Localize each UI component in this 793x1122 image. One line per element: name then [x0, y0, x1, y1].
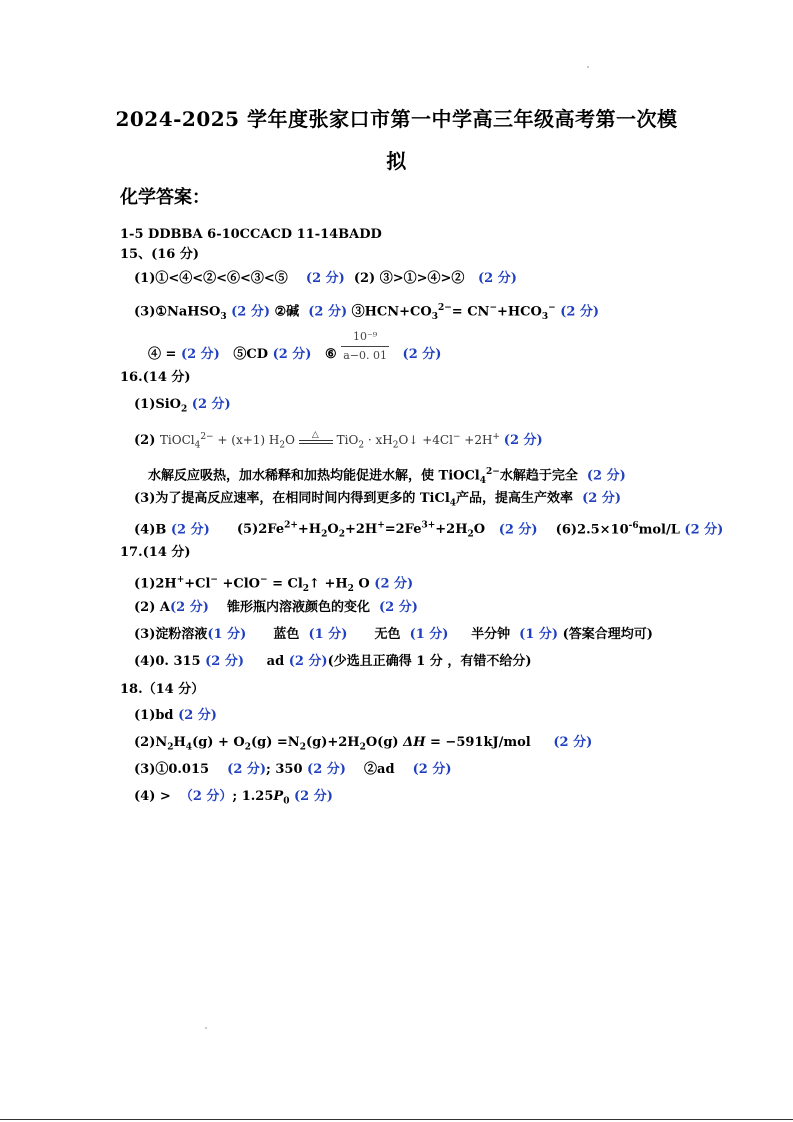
q16-4-points: (2 分): [170, 522, 210, 538]
q17-1-clo: +ClO: [217, 576, 260, 592]
q18-heading: 18.（14 分）: [120, 682, 205, 697]
eq-product: TiO: [336, 433, 359, 447]
eq-product-sub: 2: [358, 440, 365, 451]
q16-heading: 16.(14 分): [120, 370, 191, 385]
q15-3c-sub: 3: [431, 311, 438, 322]
q17-line4: [134, 653, 532, 671]
q15-6-fraction: [341, 328, 389, 365]
q18-2-enthalpy-value: = −591kJ/mol: [425, 735, 531, 750]
eq-water: + (x+1) H: [213, 433, 280, 447]
q17-5-answer: ad: [266, 654, 285, 669]
q18-3c-points: (2 分): [412, 762, 452, 777]
q18-1-points: (2 分): [178, 708, 217, 723]
q17-1-h2o-o: O: [353, 576, 370, 592]
q15-2-points: (2 分): [478, 271, 517, 286]
q17-heading: 17.(14 分): [120, 545, 191, 560]
q15-3c-answer: ③HCN+CO: [351, 304, 432, 320]
eq-product-ions: O↓ +4Cl: [398, 433, 453, 447]
q17-1-cl2-sub: 2: [302, 583, 310, 594]
q16-1-sub: 2: [181, 404, 188, 415]
q16-2-explanation-sup: 2−: [486, 467, 500, 477]
q16-3-answer: (3)为了提高反应速率，在相同时间内得到更多的 TiCl: [134, 491, 450, 506]
q16-5-h2o: +2H: [435, 522, 468, 538]
q17-3-note: (答案合理均可): [562, 627, 653, 642]
q15-3a-points: (2 分): [231, 304, 270, 320]
q18-2-o2: (g) + O: [192, 735, 245, 750]
q18-line4: [134, 788, 333, 811]
q16-5-fe: (5)2Fe: [236, 522, 285, 538]
fraction-denominator: a−0. 01: [343, 349, 387, 362]
page-bottom-rule: [0, 1119, 793, 1120]
q16-line2: [134, 428, 543, 454]
q15-4-answer: ④ =: [148, 347, 181, 362]
q15-3c-part3: +HCO: [497, 304, 542, 320]
q15-1-points: (2 分): [305, 271, 345, 286]
q18-3b-points: (2 分): [307, 762, 346, 777]
q15-heading: 15、(16 分): [120, 247, 200, 262]
q16-4-answer: (4)B: [134, 522, 167, 538]
q16-5-2h-sup: +: [377, 521, 385, 531]
q15-1-answer: (1)①<④<②<⑥<③<⑤: [134, 271, 288, 286]
q18-3c-answer: ②ad: [364, 762, 395, 777]
q16-5-points: (2 分): [498, 522, 538, 538]
q16-5-answer: [236, 521, 486, 540]
eq-reactant: TiOCl: [159, 433, 195, 447]
q17-3-indicator: (3)淀粉溶液: [134, 627, 208, 642]
q17-1-answer: (1)2H: [134, 576, 177, 592]
q18-3a-answer: (3)①0.015: [134, 762, 210, 777]
q17-1-points: (2 分): [374, 576, 414, 592]
q15-line1: [134, 270, 517, 288]
q15-3b-points: (2 分): [308, 304, 348, 320]
q15-4-points: (2 分): [180, 347, 220, 362]
q16-5-fe3: =2Fe: [384, 522, 422, 538]
q16-2-explanation: 水解反应吸热，加水稀释和加热均能促进水解，使 TiOCl: [148, 468, 480, 484]
eq-water-sub: 2: [279, 440, 286, 451]
q18-4b-points: (2 分): [293, 789, 333, 804]
q16-5-h-sub: 2: [321, 529, 328, 540]
q18-2-n2: (g) =N: [251, 735, 300, 750]
q18-2-h2o: (g)+2H: [305, 735, 360, 750]
q16-3-sub: 4: [449, 498, 457, 509]
q16-5-h2o-o: O: [473, 522, 486, 538]
q15-3c-part3-sup: −: [548, 303, 556, 313]
q17-line2: [134, 599, 418, 617]
scan-speck: [205, 1027, 207, 1029]
q17-2-observation: 锥形瓶内溶液颜色的变化: [226, 600, 370, 615]
q15-3c-part3-sub: 3: [541, 311, 549, 322]
mc-answers: 1-5 DDBBA 6-10CCACD 11-14BADD: [120, 227, 382, 242]
q16-6-points: (2 分): [684, 522, 724, 538]
q18-2-o2-sub: 2: [244, 742, 251, 753]
q16-2-explanation-tail: 水解趋于完全: [499, 468, 578, 484]
q18-1-answer: (1)bd: [134, 708, 174, 723]
q18-2-enthalpy-symbol: ΔH: [403, 735, 426, 750]
q18-4b-answer: ; 1.25: [232, 789, 274, 804]
q17-5-points: (2 分): [288, 654, 328, 669]
q15-3c-points: (2 分): [560, 304, 600, 320]
q15-5-points: (2 分): [272, 347, 312, 362]
q18-4b-pressure-symbol: P: [273, 789, 284, 804]
q18-2-h2o-o: O(g): [365, 735, 404, 750]
q17-2-observation-points: (2 分): [379, 600, 418, 615]
q16-6-sup: -6: [628, 521, 639, 531]
q16-2-prefix: (2): [134, 433, 156, 448]
q16-line1: [134, 396, 231, 419]
q17-1-h2o: ↑ +H: [309, 576, 348, 592]
q15-3a-answer: (3)①NaHSO: [134, 304, 221, 320]
q16-2-explanation-points: (2 分): [586, 468, 626, 484]
q17-4-points: (2 分): [205, 654, 244, 669]
q16-2-equation: [159, 429, 504, 451]
q15-line3: [148, 330, 442, 373]
page-title-line1: 2024-2025 学年度张家口市第一中学高三年级高考第一次模: [115, 107, 678, 131]
eq-reactant-sup: 2−: [200, 432, 214, 442]
q16-6-unit: mol/L: [638, 522, 680, 538]
eq-product-hydrate-sub: 2: [392, 440, 399, 451]
q17-3-color-before: 蓝色: [273, 627, 300, 642]
q17-4-answer: (4)0. 315: [134, 654, 201, 669]
q18-4a-answer: (4) >: [134, 789, 171, 804]
q18-line2: [134, 734, 592, 757]
q15-6-answer: ⑥: [325, 347, 337, 362]
scan-speck: [587, 66, 589, 68]
q15-3c-sup: 2−: [437, 303, 452, 313]
q16-5-fe3-sup: 3+: [421, 521, 436, 531]
q16-3-answer-tail: 产品，提高生产效率: [456, 491, 574, 506]
heat-condition-arrow: [299, 429, 333, 444]
q16-5-o-sub: 2: [338, 529, 345, 540]
q16-1-answer: (1)SiO: [134, 397, 181, 412]
q17-3-duration: 半分钟: [471, 627, 511, 642]
q17-1-sup1: +: [176, 575, 185, 585]
q17-3-indicator-points: (1 分): [207, 627, 247, 642]
q16-1-points: (2 分): [191, 397, 231, 412]
q15-3b-answer: ②碱: [274, 304, 300, 320]
eq-product-h: +2H: [460, 433, 493, 447]
eq-product-h-sup: +: [492, 432, 500, 442]
eq-reactant-sub: 4: [194, 440, 201, 451]
q15-6-points: (2 分): [402, 347, 442, 362]
q18-3a-points: (2 分): [227, 762, 267, 777]
q15-3c-part2: = CN: [451, 304, 490, 320]
q18-4b-pressure-sub: 0: [283, 796, 290, 807]
q15-3c-part2-sup: −: [489, 303, 497, 313]
q17-2-points: (2 分): [169, 600, 209, 615]
eq-water-o: O: [285, 433, 295, 447]
q18-2-h2o-sub: 2: [359, 742, 366, 753]
q17-1-sup3: −: [260, 575, 268, 585]
q17-1-h2o-sub: 2: [347, 583, 354, 594]
q16-5-h2o-sub: 2: [467, 529, 474, 540]
q16-line5: [134, 517, 723, 544]
q18-2-h-sub: 4: [185, 742, 193, 753]
q17-1-sup2: −: [210, 575, 218, 585]
q17-3-color-before-points: (1 分): [308, 627, 348, 642]
q16-5-h: +H: [297, 522, 322, 538]
q18-2-h: H: [173, 735, 186, 750]
q18-2-n-sub: 2: [167, 742, 174, 753]
q16-5-2h: +2H: [344, 522, 378, 538]
q17-1-cl: +Cl: [184, 576, 211, 592]
q17-3-color-after-points: (1 分): [409, 627, 449, 642]
q16-5-fe-sup: 2+: [284, 521, 298, 531]
q17-line3: [134, 626, 653, 644]
page-title-line2: 拟: [386, 149, 407, 173]
q16-2-points: (2 分): [503, 433, 543, 448]
q16-5-o: O: [327, 522, 339, 538]
q17-3-duration-points: (1 分): [519, 627, 559, 642]
q18-3b-answer: ; 350: [266, 762, 303, 777]
q17-1-cl2: = Cl: [267, 576, 303, 592]
q15-line2: [134, 299, 599, 326]
q18-4a-points: （2 分）: [179, 789, 233, 804]
fraction-numerator: 10⁻⁹: [341, 328, 389, 347]
q15-3a-sub: 3: [220, 311, 227, 322]
q18-2-n: (2)N: [134, 735, 168, 750]
eq-product-ions-sup: −: [452, 432, 461, 442]
q16-line3: [148, 463, 626, 490]
q16-6-answer: (6)2.5×10: [555, 522, 629, 538]
heat-triangle-icon: △: [311, 429, 319, 440]
q17-2-answer: (2) A: [134, 600, 170, 615]
q18-2-points: (2 分): [553, 735, 593, 750]
q17-5-note: (少选且正确得 1 分 ，有错不给分): [327, 654, 532, 669]
q16-3-points: (2 分): [582, 491, 621, 506]
section-subtitle: 化学答案：: [120, 187, 210, 208]
q18-line1: [134, 707, 217, 725]
eq-product-hydrate: · xH: [364, 433, 393, 447]
q17-line1: [134, 571, 413, 598]
q15-2-answer: (2) ③>①>④>②: [353, 271, 465, 286]
q17-3-color-after: 无色: [374, 627, 401, 642]
q18-2-n2-sub: 2: [299, 742, 306, 753]
q16-2-explanation-sub: 4: [479, 475, 487, 486]
q15-5-answer: ⑤CD: [233, 347, 269, 362]
q16-line4: [134, 490, 621, 513]
q18-line3: [134, 761, 452, 779]
